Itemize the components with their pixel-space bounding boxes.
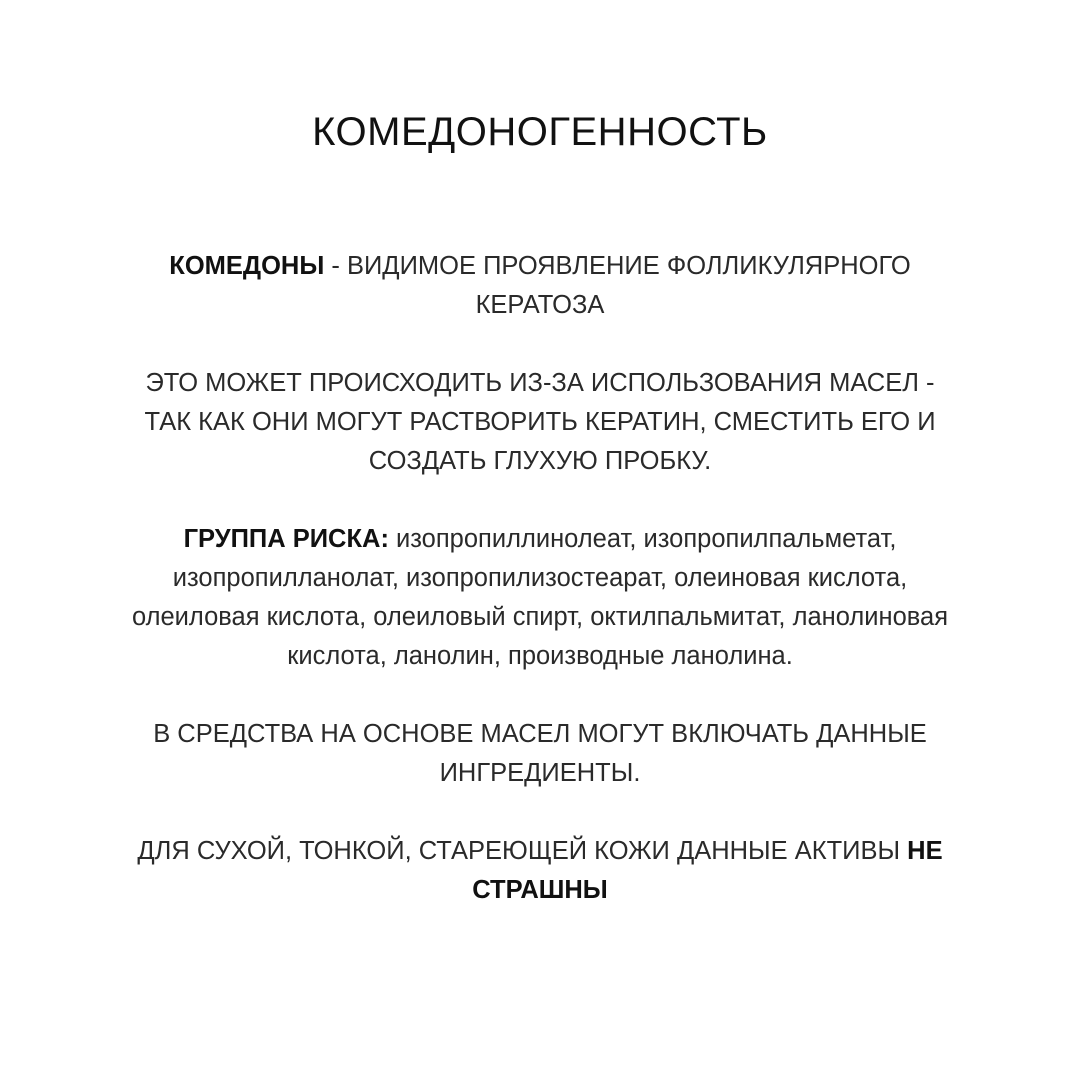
- paragraph-skin-types: [110, 832, 970, 910]
- paragraph-oil-products: [110, 715, 970, 793]
- definition-text: - ВИДИМОЕ ПРОЯВЛЕНИЕ ФОЛЛИКУЛЯРНОГО КЕРАТОЗА: [324, 252, 911, 319]
- skin-types-text: ДЛЯ СУХОЙ, ТОНКОЙ, СТАРЕЮЩЕЙ КОЖИ ДАННЫЕ АКТИВЫ: [137, 837, 908, 865]
- body-text: [110, 247, 970, 910]
- cause-text-line1: ЭТО МОЖЕТ ПРОИСХОДИТЬ ИЗ-ЗА ИСПОЛЬЗОВАНИЯ МАСЕЛ -: [145, 369, 935, 397]
- paragraph-comedones-definition: [110, 247, 970, 325]
- not-scary-emphasis: НЕ СТРАШНЫ: [472, 837, 943, 904]
- paragraph-cause: [110, 364, 970, 481]
- risk-group-label: ГРУППА РИСКА:: [183, 525, 389, 553]
- oil-products-text: В СРЕДСТВА НА ОСНОВЕ МАСЕЛ МОГУТ ВКЛЮЧАТЬ ДАННЫЕ ИНГРЕДИЕНТЫ.: [153, 720, 927, 787]
- paragraph-risk-group: [110, 520, 970, 676]
- cause-text-line2: ТАК КАК ОНИ МОГУТ РАСТВОРИТЬ КЕРАТИН, СМЕСТИТЬ ЕГО И СОЗДАТЬ ГЛУХУЮ ПРОБКУ.: [144, 408, 936, 475]
- term-comedones: КОМЕДОНЫ: [169, 252, 325, 280]
- risk-ingredients-list: изопропиллинолеат, изопропилпальметат, изопропилланолат, изопропилизостеарат, олеиновая кислота, олеиловая кислота, олеиловый спирт, октилпальмитат, ланолиновая кислота, ланолин, производные ланолина.: [131, 525, 948, 670]
- page-title: КОМЕДОНОГЕННОСТЬ: [312, 110, 768, 154]
